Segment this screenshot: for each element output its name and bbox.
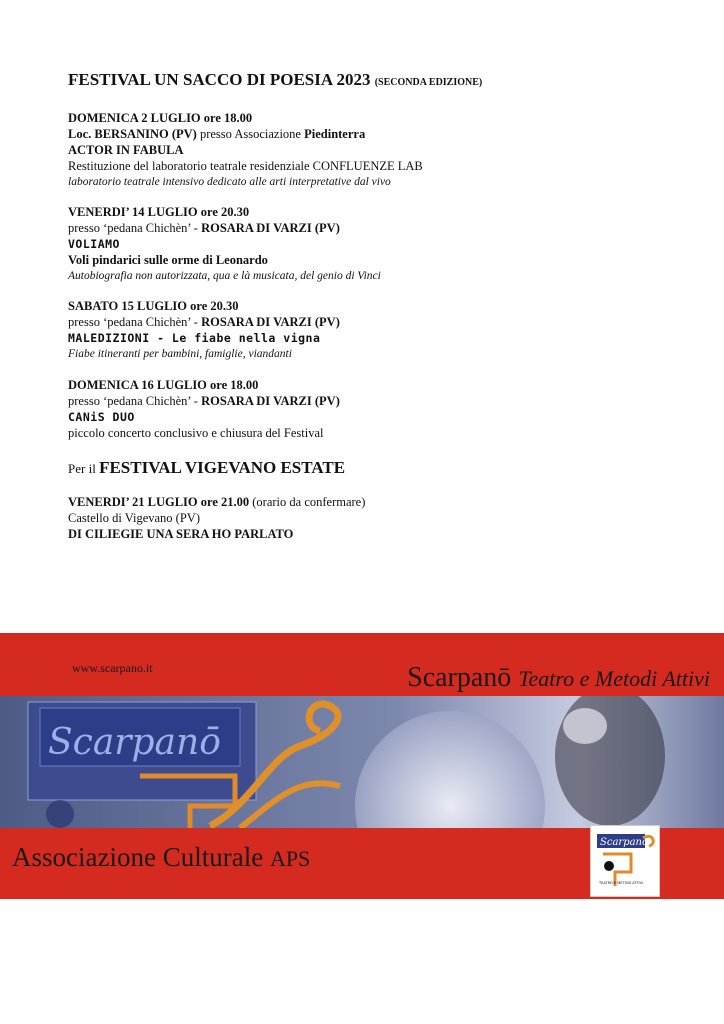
event-location: Castello di Vigevano (PV) (68, 511, 200, 525)
festival-subtitle: (SECONDA EDIZIONE) (374, 77, 483, 88)
event-show: MALEDIZIONI - Le fiabe nella vigna (68, 331, 321, 345)
event-4 (68, 377, 340, 441)
banner-collage (0, 696, 724, 828)
event-date: SABATO 15 LUGLIO ore 20.30 (68, 299, 239, 313)
logo-small-sub: TEATRO E METODI ATTIVI (599, 881, 643, 885)
event-date: DOMENICA 16 LUGLIO ore 18.00 (68, 378, 259, 392)
event-location: presso ‘pedana Chichèn’ - ROSARA DI VARZI (PV) (68, 315, 340, 329)
event-location: Loc. BERSANINO (PV) presso Associazione Piedinterra (68, 127, 366, 141)
event-1 (68, 110, 423, 190)
event-note: Autobiografia non autorizzata, qua e là musicata, del genio di Vinci (68, 270, 381, 282)
event-location: presso ‘pedana Chichèn’ - ROSARA DI VARZI (PV) (68, 221, 340, 235)
event-location: presso ‘pedana Chichèn’ - ROSARA DI VARZI (PV) (68, 394, 340, 408)
event-desc: piccolo concerto conclusivo e chiusura del Festival (68, 426, 324, 440)
event-note: laboratorio teatrale intensivo dedicato alle arti interpretative dal vivo (68, 176, 391, 188)
brand-title: Scarpanō Teatro e Metodi Attivi (407, 662, 710, 693)
event-3 (68, 298, 340, 362)
association-name: Associazione Culturale APS (12, 842, 311, 872)
event-show: DI CILIEGIE UNA SERA HO PARLATO (68, 527, 294, 541)
event-show: CANiS DUO (68, 410, 135, 424)
banner-top-band (0, 633, 724, 696)
event-date: VENERDI’ 21 LUGLIO ore 21.00 (orario da confermare) (68, 495, 366, 509)
banner-bottom-band (0, 828, 724, 899)
collage-image (0, 696, 724, 828)
logo-small-text: Scarpanō (600, 837, 649, 848)
event-vigevano (68, 494, 365, 542)
event-desc: Voli pindarici sulle orme di Leonardo (68, 253, 268, 267)
festival-title (68, 70, 482, 90)
event-note: Fiabe itineranti per bambini, famiglie, viandanti (68, 348, 292, 360)
vigevano-title: FESTIVAL VIGEVANO ESTATE (99, 458, 346, 477)
event-show: VOLIAMO (68, 237, 120, 251)
scarpano-logo (590, 825, 660, 897)
event-date: DOMENICA 2 LUGLIO ore 18.00 (68, 111, 253, 125)
festival-title-text: FESTIVAL UN SACCO DI POESIA 2023 (68, 70, 371, 89)
event-show: ACTOR IN FABULA (68, 143, 184, 157)
event-date: VENERDI’ 14 LUGLIO ore 20.30 (68, 205, 250, 219)
footer-banner (0, 633, 724, 899)
collage-logo-text: Scarpanō (48, 722, 221, 763)
event-desc: Restituzione del laboratorio teatrale residenziale CONFLUENZE LAB (68, 159, 423, 173)
vigevano-heading: Per il FESTIVAL VIGEVANO ESTATE (68, 458, 346, 477)
website-link[interactable]: www.scarpano.it (72, 661, 153, 675)
event-2 (68, 204, 381, 284)
